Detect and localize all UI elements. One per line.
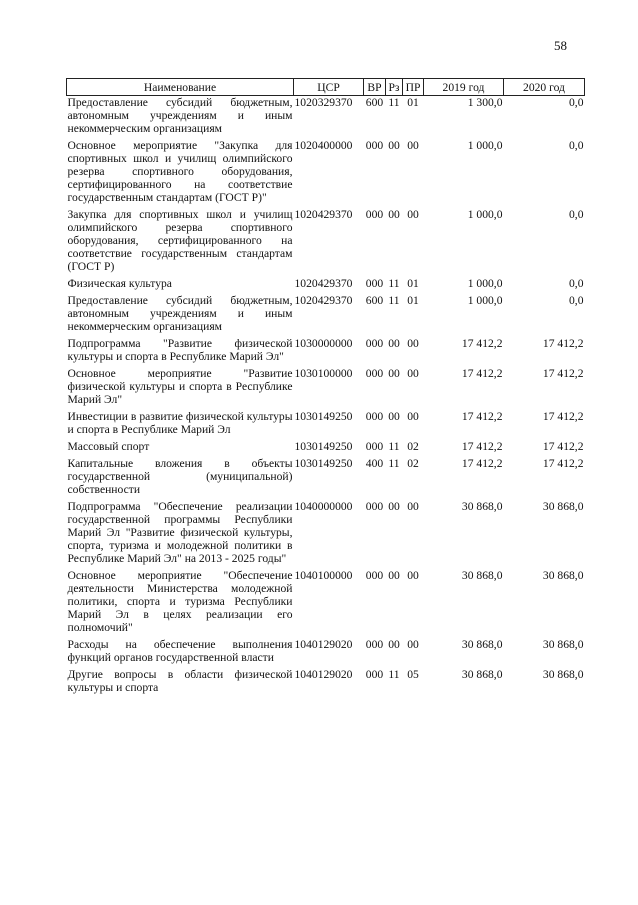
- cell-2019: 1 000,0: [467, 277, 503, 290]
- header-rz: Рз: [386, 79, 403, 96]
- cell-vr: 400: [365, 457, 384, 470]
- cell-2019: 17 412,2: [461, 337, 503, 350]
- cell-2019: 30 868,0: [461, 638, 503, 651]
- cell-vr: 000: [365, 208, 384, 221]
- table-row: [67, 436, 585, 453]
- cell-vr: 000: [365, 367, 384, 380]
- cell-2019: 17 412,2: [461, 367, 503, 380]
- cell-vr: 000: [365, 638, 384, 651]
- cell-name: Предоставление субсидий бюджетным, автономным учреждениям и иным некоммерческим организациям: [67, 294, 293, 333]
- cell-2020: 0,0: [569, 294, 584, 307]
- cell-2020: 17 412,2: [542, 457, 584, 470]
- header-name: Наименование: [67, 79, 294, 96]
- cell-csr: 1020329370: [294, 96, 353, 109]
- cell-csr: 1030149250: [294, 410, 353, 423]
- cell-vr: 000: [365, 569, 384, 582]
- cell-vr: 600: [365, 96, 384, 109]
- cell-pr: 05: [407, 668, 419, 681]
- table-row: [67, 406, 585, 436]
- cell-rz: 00: [388, 500, 400, 513]
- table-row: [67, 664, 585, 694]
- cell-csr: 1030000000: [294, 337, 353, 350]
- cell-2019: 30 868,0: [461, 569, 503, 582]
- cell-2020: 0,0: [569, 96, 584, 109]
- cell-name: Основное мероприятие "Закупка для спортивных школ и училищ олимпийского резерва спортивного оборудования, сертифицированного на соответствие государственным стандартам (ГОСТ Р)": [67, 139, 293, 204]
- cell-csr: 1020429370: [294, 277, 353, 290]
- cell-rz: 00: [388, 139, 400, 152]
- cell-name: Расходы на обеспечение выполнения функций органов государственной власти: [67, 638, 293, 664]
- table-row: [67, 496, 585, 565]
- cell-rz: 11: [388, 440, 400, 453]
- cell-rz: 11: [388, 668, 400, 681]
- cell-name: Основное мероприятие "Обеспечение деятельности Министерства молодежной политики, спорта и туризма Республики Марий Эл в целях реализации его полномочий": [67, 569, 293, 634]
- cell-2019: 1 000,0: [467, 294, 503, 307]
- cell-rz: 00: [388, 337, 400, 350]
- cell-vr: 600: [365, 294, 384, 307]
- table-row: [67, 333, 585, 363]
- header-2020: 2020 год: [504, 79, 585, 96]
- cell-rz: 00: [388, 410, 400, 423]
- cell-pr: 00: [407, 337, 419, 350]
- cell-rz: 00: [388, 569, 400, 582]
- table-row: [67, 363, 585, 406]
- cell-name: Инвестиции в развитие физической культуры и спорта в Республике Марий Эл: [67, 410, 293, 436]
- cell-vr: 000: [365, 139, 384, 152]
- cell-csr: 1040000000: [294, 500, 353, 513]
- cell-2019: 30 868,0: [461, 500, 503, 513]
- cell-2020: 30 868,0: [542, 638, 584, 651]
- cell-name: Предоставление субсидий бюджетным, автономным учреждениям и иным некоммерческим организациям: [67, 96, 293, 135]
- cell-pr: 01: [407, 294, 419, 307]
- cell-vr: 000: [365, 668, 384, 681]
- cell-vr: 000: [365, 410, 384, 423]
- cell-pr: 00: [407, 367, 419, 380]
- cell-vr: 000: [365, 277, 384, 290]
- header-vr: ВР: [364, 79, 386, 96]
- cell-pr: 02: [407, 440, 419, 453]
- cell-2020: 17 412,2: [542, 440, 584, 453]
- table-row: [67, 290, 585, 333]
- cell-2020: 17 412,2: [542, 410, 584, 423]
- table-row: [67, 204, 585, 273]
- cell-pr: 00: [407, 139, 419, 152]
- cell-2020: 0,0: [569, 139, 584, 152]
- cell-2019: 17 412,2: [461, 457, 503, 470]
- cell-pr: 00: [407, 638, 419, 651]
- cell-2019: 17 412,2: [461, 440, 503, 453]
- cell-pr: 00: [407, 410, 419, 423]
- cell-name: Капитальные вложения в объекты государственной (муниципальной) собственности: [67, 457, 293, 496]
- cell-2019: 17 412,2: [461, 410, 503, 423]
- table-row: [67, 453, 585, 496]
- cell-rz: 11: [388, 457, 400, 470]
- cell-vr: 000: [365, 500, 384, 513]
- cell-pr: 02: [407, 457, 419, 470]
- cell-rz: 11: [388, 277, 400, 290]
- cell-rz: 00: [388, 638, 400, 651]
- cell-2020: 17 412,2: [542, 337, 584, 350]
- cell-csr: 1030100000: [294, 367, 353, 380]
- cell-csr: 1030149250: [294, 440, 353, 453]
- page-number: 58: [554, 38, 567, 53]
- cell-name: Подпрограмма "Обеспечение реализации государственной программы Республики Марий Эл "Развитие физической культуры, спорта, туризма и молодежной политики в Республике Марий Эл" на 2013 - 2025 годы": [67, 500, 293, 565]
- cell-vr: 000: [365, 337, 384, 350]
- table-row: [67, 135, 585, 204]
- cell-pr: 00: [407, 208, 419, 221]
- cell-csr: 1020400000: [294, 139, 353, 152]
- header-pr: ПР: [403, 79, 424, 96]
- cell-2019: 30 868,0: [461, 668, 503, 681]
- cell-csr: 1020429370: [294, 294, 353, 307]
- cell-rz: 00: [388, 208, 400, 221]
- cell-2019: 1 000,0: [467, 208, 503, 221]
- cell-rz: 11: [388, 96, 400, 109]
- cell-csr: 1020429370: [294, 208, 353, 221]
- cell-csr: 1040100000: [294, 569, 353, 582]
- cell-pr: 01: [407, 96, 419, 109]
- table-row: [67, 634, 585, 664]
- cell-name: Физическая культура: [67, 277, 172, 290]
- cell-2020: 30 868,0: [542, 668, 584, 681]
- cell-2020: 30 868,0: [542, 500, 584, 513]
- cell-csr: 1030149250: [294, 457, 353, 470]
- table-row: [67, 273, 585, 290]
- table-row: [67, 96, 585, 136]
- cell-2020: 17 412,2: [542, 367, 584, 380]
- header-csr: ЦСР: [294, 79, 364, 96]
- cell-name: Подпрограмма "Развитие физической культуры и спорта в Республике Марий Эл": [67, 337, 293, 363]
- cell-pr: 00: [407, 500, 419, 513]
- table-header-row: [67, 79, 585, 96]
- cell-name: Закупка для спортивных школ и училищ олимпийского резерва спортивного оборудования, сертифицированного на соответствие государственным стандартам (ГОСТ Р): [67, 208, 293, 273]
- cell-2020: 0,0: [569, 208, 584, 221]
- cell-pr: 00: [407, 569, 419, 582]
- cell-name: Другие вопросы в области физической культуры и спорта: [67, 668, 293, 694]
- cell-csr: 1040129020: [294, 668, 353, 681]
- cell-csr: 1040129020: [294, 638, 353, 651]
- cell-2020: 0,0: [569, 277, 584, 290]
- header-2019: 2019 год: [424, 79, 504, 96]
- cell-pr: 01: [407, 277, 419, 290]
- table-row: [67, 565, 585, 634]
- cell-2019: 1 300,0: [467, 96, 503, 109]
- cell-name: Основное мероприятие "Развитие физической культуры и спорта в Республике Марий Эл": [67, 367, 293, 406]
- table-body: [67, 96, 585, 695]
- cell-vr: 000: [365, 440, 384, 453]
- cell-rz: 00: [388, 367, 400, 380]
- cell-2019: 1 000,0: [467, 139, 503, 152]
- cell-rz: 11: [388, 294, 400, 307]
- cell-2020: 30 868,0: [542, 569, 584, 582]
- cell-name: Массовый спорт: [67, 440, 150, 453]
- budget-table: [66, 78, 585, 694]
